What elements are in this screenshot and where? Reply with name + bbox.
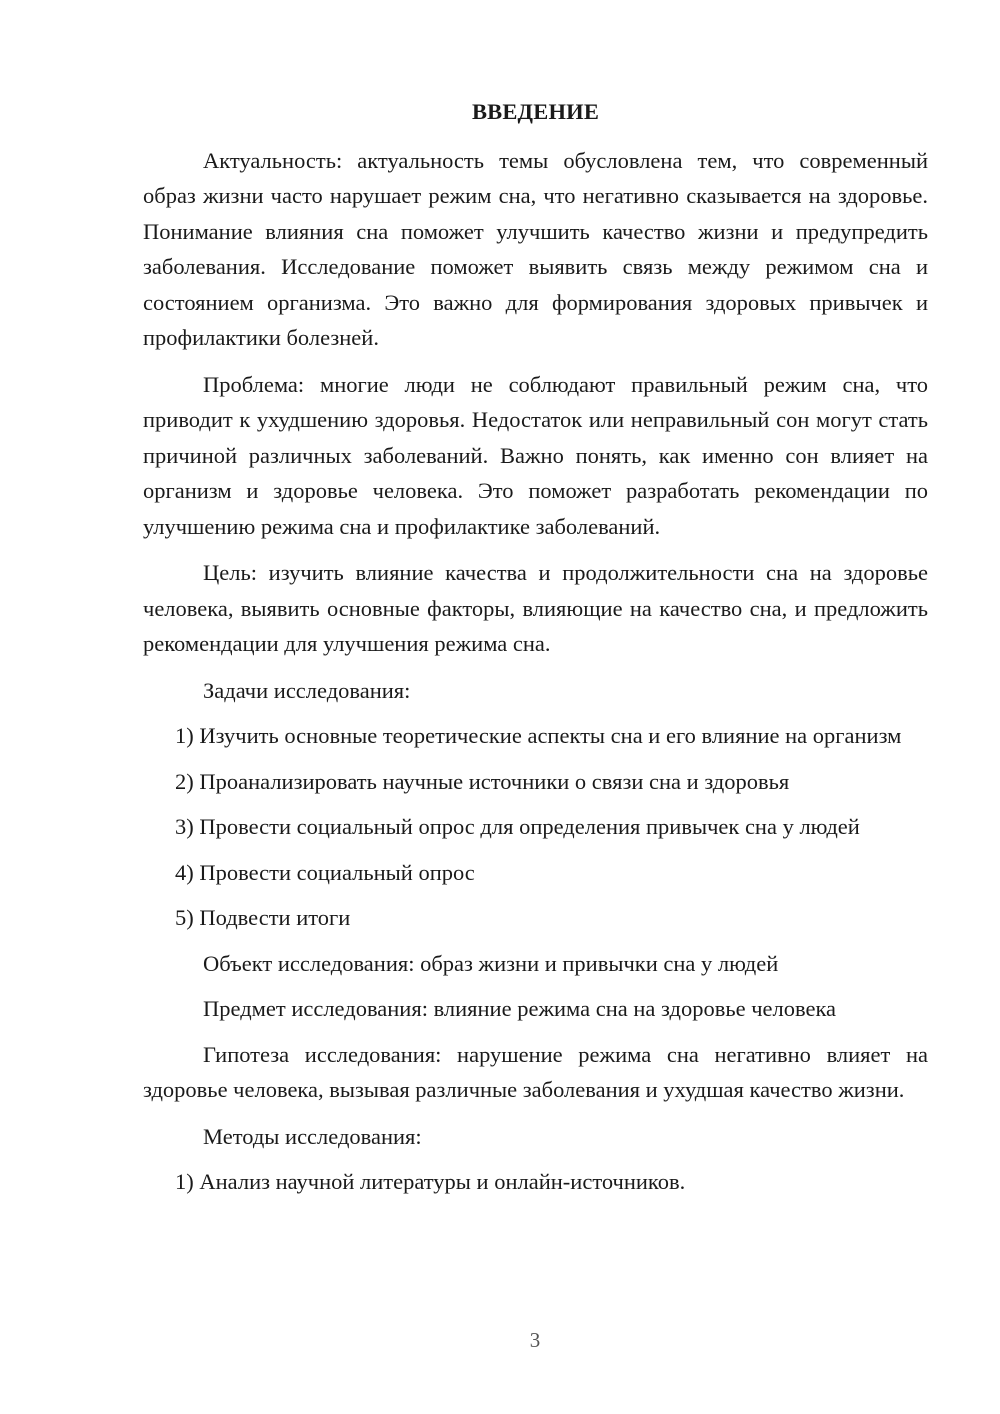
task-item-5: 5) Подвести итоги [175,905,351,930]
task-item-1: 1) Изучить основные теоретические аспекты сна и его влияние на организм [175,723,902,748]
page-content [143,94,928,1210]
task-item-4: 4) Провести социальный опрос [175,859,475,885]
goal-paragraph: Цель: изучить влияние качества и продолжительности сна на здоровье человека, выявить основные факторы, влияющие на качество сна, и предложить рекомендации для улучшения режима сна. [143,560,928,656]
task-item-2: 2) Проанализировать научные источники о связи сна и здоровья [175,768,790,794]
subject-line: Предмет исследования: влияние режима сна на здоровье человека [203,996,837,1021]
section-title: ВВЕДЕНИЕ [471,99,600,124]
object-line: Объект исследования: образ жизни и привычки сна у людей [203,950,779,976]
relevance-paragraph: Актуальность: актуальность темы обусловлена тем, что современный образ жизни часто нарушает режим сна, что негативно сказывается на здоровье. Понимание влияния сна поможет улучшить качество жизни и предупредить заболевания. Исследование поможет выявить связь между режимом сна и состоянием организма. Это важно для формирования здоровых привычек и профилактики болезней. [143,147,928,350]
methods-heading: Методы исследования: [203,1123,422,1149]
problem-paragraph: Проблема: многие люди не соблюдают правильный режим сна, что приводит к ухудшению здоровья. Недостаток или неправильный сон могут стать причиной различных заболеваний. Важно понять, как именно сон влияет на организм и здоровье человека. Это поможет разработать рекомендации по улучшению режима сна и профилактике заболеваний. [143,371,928,539]
task-item-3: 3) Провести социальный опрос для определения привычек сна у людей [175,814,860,839]
hypothesis-paragraph: Гипотеза исследования: нарушение режима сна негативно влияет на здоровье человека, вызывая различные заболевания и ухудшая качество жизни. [143,1041,928,1102]
page-number: 3 [529,1328,541,1352]
tasks-heading: Задачи исследования: [203,677,411,703]
method-item-1: 1) Анализ научной литературы и онлайн-источников. [175,1169,686,1194]
